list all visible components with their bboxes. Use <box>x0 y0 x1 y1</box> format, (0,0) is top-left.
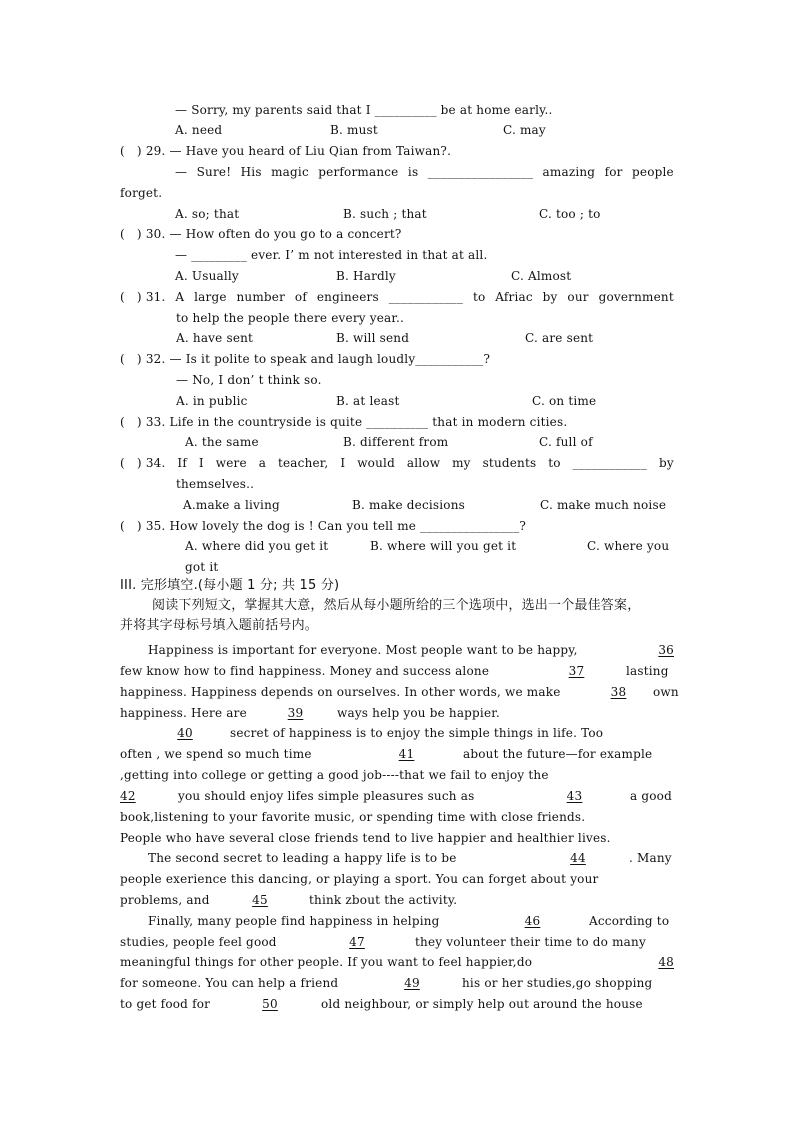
passage-line: According to <box>589 914 670 928</box>
word: I <box>340 456 346 470</box>
q29-line-2 <box>175 164 674 180</box>
q31-option-a: A. have sent <box>176 331 254 345</box>
passage-line: old neighbour, or simply help out around the house <box>321 997 643 1011</box>
q34-option-b: B. make decisions <box>352 498 466 512</box>
passage-line: problems, and <box>120 893 210 907</box>
passage-line: secret of happiness is to enjoy the simple things in life. Too <box>230 726 604 740</box>
q34-line-2: themselves.. <box>176 477 255 491</box>
passage-word: lasting <box>626 664 669 678</box>
word: Sure! <box>196 165 232 179</box>
passage-line: ,getting into college or getting a good job----that we fail to enjoy the <box>120 768 549 782</box>
passage-line: you should enjoy lifes simple pleasures such as <box>178 789 475 803</box>
word: large <box>194 290 227 304</box>
q33-option-c: C. full of <box>539 435 593 449</box>
passage-line: Finally, many people find happiness in helping <box>148 914 440 928</box>
cloze-blank-43: 43 <box>566 789 583 803</box>
passage-line: ways help you be happier. <box>337 706 500 720</box>
q30-option-b: B. Hardly <box>336 269 396 283</box>
q28-option-c: C. may <box>503 123 546 137</box>
q28-line: — Sorry, my parents said that I __________ be at home early.. <box>175 103 553 117</box>
passage-line: People who have several close friends tend to live happier and healthier lives. <box>120 831 611 845</box>
word: our <box>567 290 589 304</box>
q33-stem: ( ) 33. Life in the countryside is quite __________ that in modern cities. <box>120 415 568 429</box>
cloze-blank-45: 45 <box>252 893 268 907</box>
word: for <box>604 165 623 179</box>
q30-line-2: — _________ ever. I’ m not interested in that at all. <box>175 248 488 262</box>
cloze-blank-40: 40 <box>177 726 193 740</box>
cloze-blank-48: 48 <box>658 955 674 969</box>
word: magic <box>271 165 309 179</box>
word: His <box>240 165 262 179</box>
q31-line-2: to help the people there every year.. <box>176 311 405 325</box>
q31-option-b: B. will send <box>336 331 410 345</box>
q34-option-a: A.make a living <box>183 498 280 512</box>
word: — <box>175 165 188 179</box>
word: government <box>598 290 674 304</box>
q32-stem: ( ) 32. — Is it polite to speak and laugh loudly___________? <box>120 352 491 366</box>
q35-option-c: C. where you <box>587 539 670 553</box>
word: A <box>175 290 185 304</box>
answer-blank: _________________ <box>427 165 534 179</box>
word: my <box>452 456 471 470</box>
q34-stem <box>120 455 674 471</box>
q31-option-c: C. are sent <box>525 331 594 345</box>
word: by <box>542 290 558 304</box>
word: people <box>632 165 674 179</box>
word: performance <box>318 165 399 179</box>
passage-line: happiness. Here are <box>120 706 247 720</box>
q35-option-b: B. where will you get it <box>370 539 517 553</box>
cloze-blank-46: 46 <box>524 914 541 928</box>
passage-line: for someone. You can help a friend <box>120 976 339 990</box>
passage-line: think zbout the activity. <box>309 893 458 907</box>
q31-stem <box>120 289 674 305</box>
q33-option-a: A. the same <box>185 435 259 449</box>
q29-stem: ( ) 29. — Have you heard of Liu Qian from Taiwan?. <box>120 144 452 158</box>
word: by <box>658 456 674 470</box>
passage-line: . Many <box>629 851 672 865</box>
word: allow <box>406 456 441 470</box>
cloze-blank-36: 36 <box>658 643 674 657</box>
passage-line: often , we spend so much time <box>120 747 312 761</box>
passage-line: few know how to find happiness. Money and success alone <box>120 664 490 678</box>
passage-line: studies, people feel good <box>120 935 277 949</box>
word: to <box>472 290 486 304</box>
question-number: ( ) 34. <box>120 456 166 470</box>
q32-line-2: — No, I don’ t think so. <box>176 373 322 387</box>
q33-option-b: B. different from <box>343 435 449 449</box>
cloze-blank-50: 50 <box>262 997 278 1011</box>
q29-option-a: A. so; that <box>175 207 240 221</box>
word: engineers <box>316 290 379 304</box>
word: is <box>407 165 419 179</box>
cloze-blank-37: 37 <box>568 664 585 678</box>
q34-option-c: C. make much noise <box>540 498 667 512</box>
cloze-blank-44: 44 <box>570 851 586 865</box>
cloze-blank-49: 49 <box>404 976 420 990</box>
passage-line: to get food for <box>120 997 211 1011</box>
section-instruction-2: 并将其字母标号填入题前括号内。 <box>120 618 319 633</box>
q32-option-b: B. at least <box>336 394 400 408</box>
word: would <box>357 456 395 470</box>
word: Afriac <box>495 290 533 304</box>
word: teacher, <box>277 456 329 470</box>
passage-word: own <box>653 685 679 699</box>
word: to <box>548 456 561 470</box>
q30-option-c: C. Almost <box>511 269 572 283</box>
q35-stem: ( ) 35. How lovely the dog is ! Can you tell me ________________? <box>120 519 526 533</box>
passage-line: they volunteer their time to do many <box>415 935 646 949</box>
answer-blank: ____________ <box>388 290 464 304</box>
passage-line: book,listening to your favorite music, or spending time with close friends. <box>120 810 586 824</box>
cloze-blank-47: 47 <box>349 935 365 949</box>
word: I <box>198 456 204 470</box>
q32-option-c: C. on time <box>532 394 597 408</box>
q28-option-a: A. need <box>175 123 223 137</box>
word: of <box>294 290 307 304</box>
passage-line: meaningful things for other people. If you want to feel happier,do <box>120 955 533 969</box>
passage-line: Happiness is important for everyone. Most people want to be happy, <box>148 643 578 657</box>
word: If <box>177 456 188 470</box>
cloze-blank-38: 38 <box>610 685 627 699</box>
q29-option-c: C. too ; to <box>539 207 601 221</box>
passage-line: people exerience this dancing, or playing a sport. You can forget about your <box>120 872 599 886</box>
section-instruction-1: 阅读下列短文，掌握其大意，然后从每小题所给的三个选项中，选出一个最佳答案， <box>152 598 641 613</box>
word: amazing <box>542 165 596 179</box>
answer-blank: ____________ <box>572 456 648 470</box>
q35-option-a: A. where did you get it <box>185 539 329 553</box>
word: students <box>482 456 537 470</box>
passage-line: happiness. Happiness depends on ourselves. In other words, we make <box>120 685 561 699</box>
question-number: ( ) 31. <box>120 290 166 304</box>
q29-line-3: forget. <box>120 186 163 200</box>
word: a <box>258 456 267 470</box>
word: number <box>236 290 286 304</box>
q32-option-a: A. in public <box>176 394 248 408</box>
passage-line: a good <box>630 789 672 803</box>
passage-line: The second secret to leading a happy life is to be <box>148 851 457 865</box>
passage-line: about the future—for example <box>463 747 653 761</box>
section-heading: III. 完形填空.(每小题 1 分; 共 15 分) <box>120 578 340 593</box>
q29-option-b: B. such ; that <box>343 207 427 221</box>
q30-option-a: A. Usually <box>175 269 239 283</box>
q35-option-c-cont: got it <box>185 560 219 574</box>
word: were <box>215 456 247 470</box>
cloze-blank-41: 41 <box>398 747 415 761</box>
cloze-blank-42: 42 <box>120 789 136 803</box>
passage-line: his or her studies,go shopping <box>462 976 653 990</box>
q30-stem: ( ) 30. — How often do you go to a concert? <box>120 227 402 241</box>
q28-option-b: B. must <box>330 123 378 137</box>
cloze-blank-39: 39 <box>287 706 304 720</box>
